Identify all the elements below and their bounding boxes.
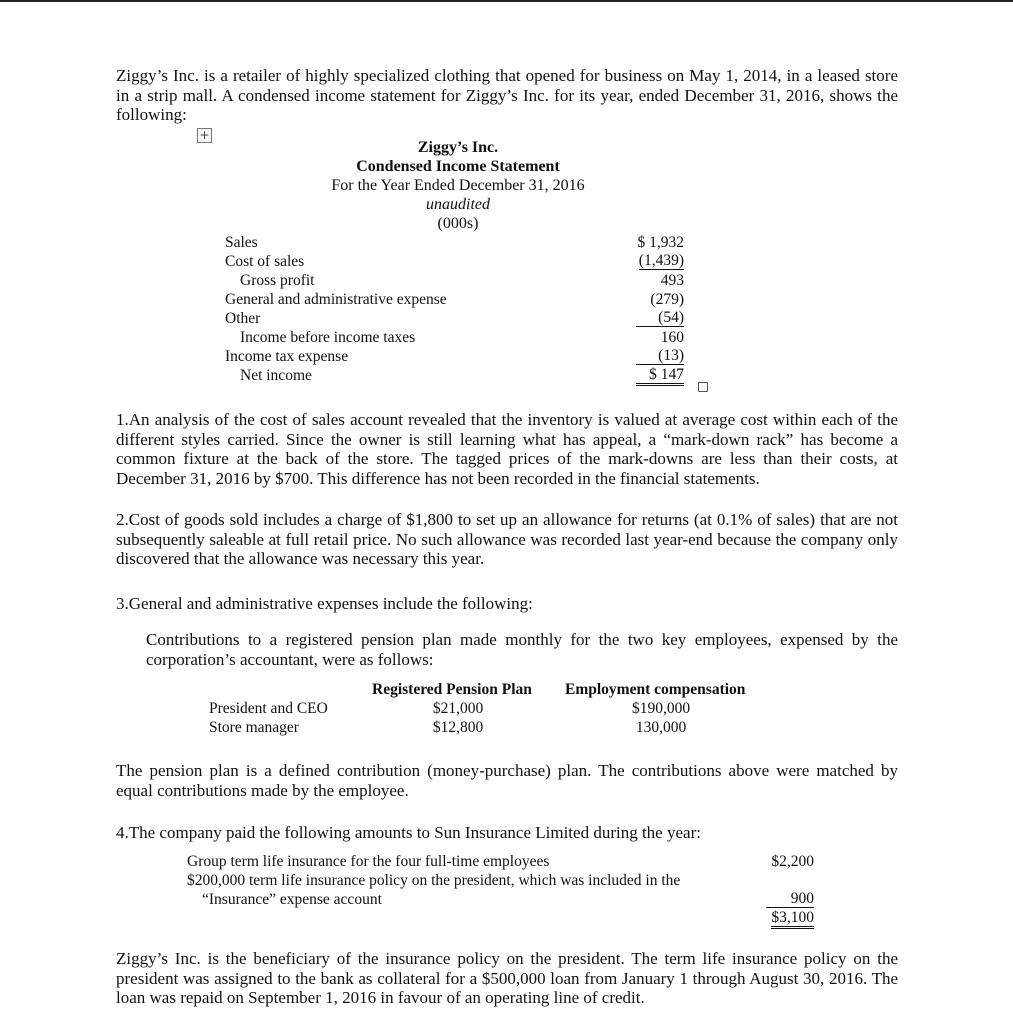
row-ga-expense-value: (279): [650, 291, 684, 308]
pension-row-pension: $21,000: [432, 700, 484, 717]
row-net-income-value: $ 147: [636, 367, 684, 386]
row-income-before-tax-label: Income before income taxes: [240, 329, 416, 346]
pension-row-pension: $12,800: [432, 719, 484, 736]
pension-row-compensation: 130,000: [635, 719, 687, 736]
compensation-col-header: Employment compensation: [565, 681, 746, 698]
statement-title: Condensed Income Statement: [356, 158, 560, 175]
move-handle-icon[interactable]: +: [197, 128, 212, 143]
statement-period: For the Year Ended December 31, 2016: [331, 177, 585, 194]
pension-col-header: Registered Pension Plan: [372, 681, 532, 698]
item-3-paragraph: 3.General and administrative expenses include the following:: [116, 594, 533, 613]
item-2-paragraph: 2.Cost of goods sold includes a charge of $1,800 to set up an allowance for returns (at 0.1% of sales) that are not subsequently saleable at full retail price. No such allowance was recorded last year-end because the company only discovered that the allowance was necessary this year.: [116, 510, 898, 568]
insurance-line-2-label-cont: “Insurance” expense account: [202, 891, 382, 908]
row-income-before-tax-value: 160: [660, 329, 684, 346]
insurance-line-2-label: $200,000 term life insurance policy on the president, which was included in the: [187, 872, 681, 889]
insurance-line-2-value: 900: [766, 891, 814, 908]
insurance-line-1-value: $2,200: [771, 853, 814, 870]
statement-units: (000s): [437, 215, 479, 232]
row-other-value: (54): [636, 310, 684, 327]
pension-row-compensation: $190,000: [631, 700, 691, 717]
pension-intro-paragraph: Contributions to a registered pension plan made monthly for the two key employees, expensed by the corporation’s accountant, were as follows:: [146, 630, 898, 669]
pension-row-name: President and CEO: [209, 700, 328, 717]
top-border: [0, 0, 1013, 2]
row-sales-label: Sales: [225, 234, 258, 251]
item-1-paragraph: 1.An analysis of the cost of sales account revealed that the inventory is valued at average cost within each of the different styles carried. Since the owner is still learning what has appeal, a “mark-down rack” has become a common fixture at the back of the store. The tagged prices of the mark-downs are less than their costs, at December 31, 2016 by $700. This difference has not been recorded in the financial statements.: [116, 410, 898, 488]
anchor-checkbox-icon[interactable]: [698, 382, 708, 392]
row-ga-expense-label: General and administrative expense: [225, 291, 447, 308]
closing-paragraph: Ziggy’s Inc. is the beneficiary of the insurance policy on the president. The term life insurance policy on the president was assigned to the bank as collateral for a $500,000 loan from January 1 through August 30, 2016. The loan was repaid on September 1, 2016 in favour of an operating line of credit.: [116, 949, 898, 1007]
statement-status: unaudited: [426, 196, 490, 213]
statement-company: Ziggy’s Inc.: [417, 139, 499, 156]
row-gross-profit-value: 493: [660, 272, 684, 289]
intro-paragraph: Ziggy’s Inc. is a retailer of highly specialized clothing that opened for business on May 1, 2014, in a leased store in a strip mall. A condensed income statement for Ziggy’s Inc. for its year, ended December 31, 2016, shows the following:: [116, 66, 898, 124]
insurance-line-1-label: Group term life insurance for the four full-time employees: [187, 853, 550, 870]
row-other-label: Other: [225, 310, 261, 327]
row-net-income-label: Net income: [240, 367, 312, 384]
row-cost-of-sales-value: (1,439): [638, 252, 684, 269]
pension-note-paragraph: The pension plan is a defined contribution (money-purchase) plan. The contributions above were matched by equal contributions made by the employee.: [116, 761, 898, 800]
pension-row-name: Store manager: [209, 719, 299, 736]
row-sales-value: $ 1,932: [637, 234, 684, 251]
insurance-total: $3,100: [771, 909, 814, 929]
row-income-tax-label: Income tax expense: [225, 348, 349, 365]
item-4-paragraph: 4.The company paid the following amounts to Sun Insurance Limited during the year:: [116, 823, 701, 842]
row-cost-of-sales-label: Cost of sales: [225, 253, 305, 270]
row-gross-profit-label: Gross profit: [240, 272, 315, 289]
row-income-tax-value: (13): [636, 348, 684, 365]
